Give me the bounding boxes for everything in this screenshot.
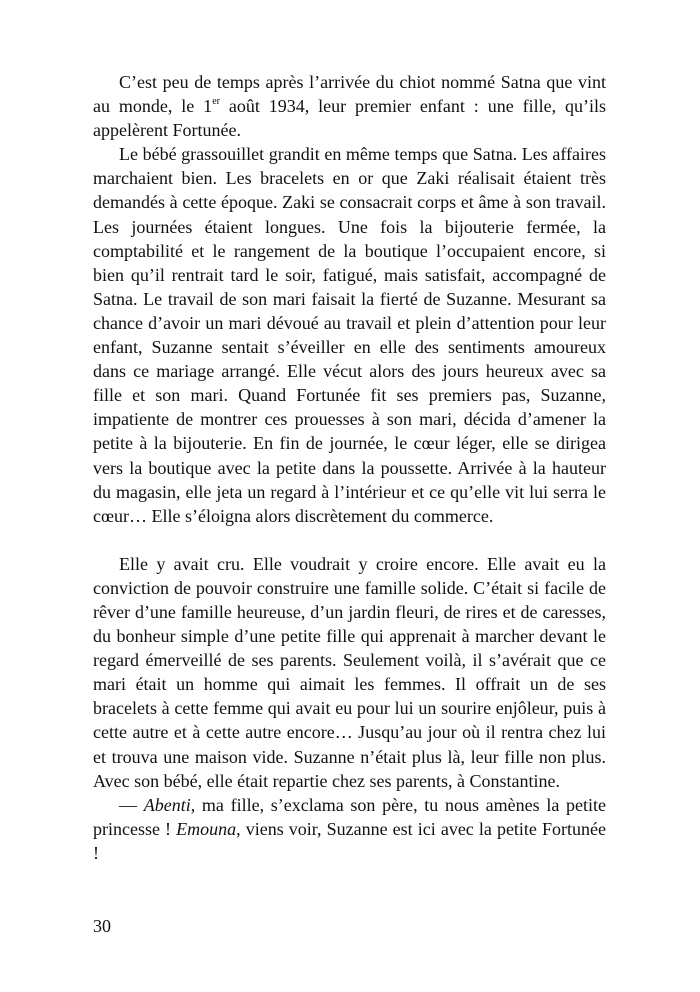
italic-word-abenti: Abenti (143, 794, 191, 815)
dialogue-dash: — (119, 794, 144, 815)
dialogue-end: , viens voir, Suzanne est ici avec la petite Fortunée ! (93, 818, 606, 863)
page-number: 30 (93, 916, 111, 936)
paragraph-1-start: C’est peu de temps après l’arrivée du chiot nommé Satna que vint au monde, le 1 (93, 72, 606, 117)
section-break (93, 528, 606, 552)
paragraph-2: Le bébé grassouillet grandit en même temps que Satna. Les affaires marchaient bien. Les bracelets en or que Zaki réalisait étaient très demandés à cette époque. Zaki se consacrait corps et âme à son travail. Les journées étaient longues. Une fois la bijouterie fermée, la comptabilité et le rangement de la boutique l’occupaient encore, si bien qu’il rentrait tard le soir, fatigué, mais satisfait, accompagné de Satna. Le travail de son mari faisait la fierté de Suzanne. Mesurant sa chance d’avoir un mari dévoué au travail et plein d’attention pour leur enfant, Suzanne sentait s’éveiller en elle des sentiments amoureux dans ce mariage arrangé. Elle vécut alors des jours heureux avec sa fille et son mari. Quand Fortunée fit ses premiers pas, Suzanne, impatiente de montrer ces prouesses à son mari, décida d’amener la petite à la bijouterie. En fin de journée, le cœur léger, elle se dirigea vers la boutique avec la petite dans la poussette. Arrivée à la hauteur du magasin, elle jeta un regard à l’intérieur et ce qu’elle vit lui serra le cœur… Elle s’éloigna alors discrètement du commerce. (93, 144, 606, 526)
paragraph-1-end: août 1934, leur premier enfant : une fille, qu’ils appelèrent Fortunée. (93, 96, 606, 141)
paragraph-1 (93, 70, 606, 142)
paragraph-3: Elle y avait cru. Elle voudrait y croire encore. Elle avait eu la conviction de pouvoir construire une famille solide. C’était si facile de rêver d’une famille heureuse, d’un jardin fleuri, de rires et de caresses, du bonheur simple d’une petite fille qui apprenait à marcher devant le regard émerveillé de ses parents. Seulement voilà, il s’avérait que ce mari était un homme qui aimait les femmes. Il offrait un de ses bracelets à cette femme qui avait eu pour lui un sourire enjôleur, puis à cette autre et à cette autre encore… Jusqu’au jour où il rentra chez lui et trouva une maison vide. Suzanne n’était plus là, leur fille non plus. Avec son bébé, elle était repartie chez ses parents, à Constantine. (93, 553, 606, 791)
book-page (93, 70, 606, 865)
paragraph-4-dialogue (93, 793, 606, 865)
italic-word-emouna: Emouna (176, 818, 237, 839)
ordinal-superscript: er (212, 96, 220, 108)
dialogue-middle: , ma fille, s’exclama son père, tu nous amènes la petite princesse ! (93, 794, 606, 839)
